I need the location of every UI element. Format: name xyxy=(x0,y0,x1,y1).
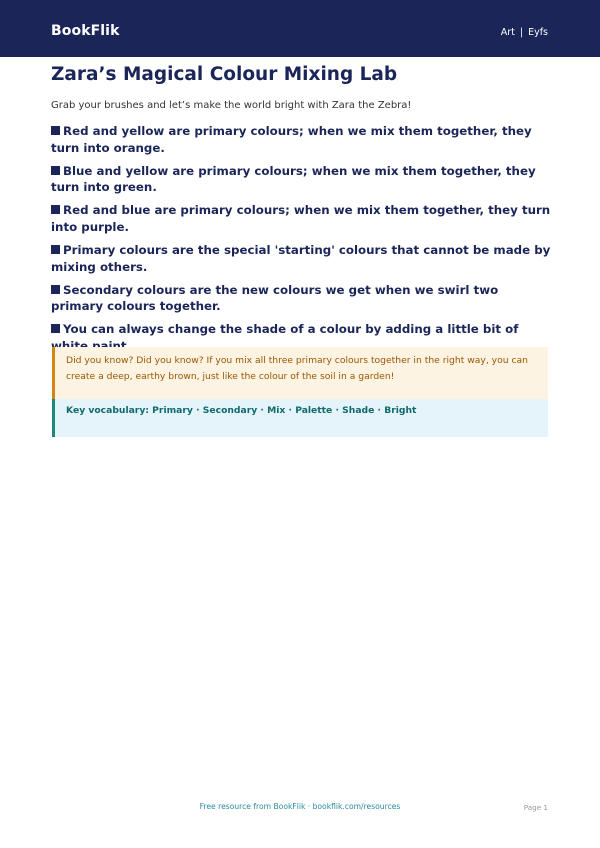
breadcrumb xyxy=(501,27,548,38)
square-bullet-icon xyxy=(51,324,60,333)
square-bullet-icon xyxy=(51,205,60,214)
square-bullet-icon xyxy=(51,126,60,135)
list-item xyxy=(51,242,551,275)
square-bullet-icon xyxy=(51,285,60,294)
key-vocabulary-box xyxy=(52,399,548,437)
point-text: You can always change the shade of a colour by adding a little bit of xyxy=(63,322,519,337)
breadcrumb-subject[interactable]: Art xyxy=(500,27,515,38)
vocabulary-text: Key vocabulary: Primary · Secondary · Mix · Palette · Shade · Bright xyxy=(66,405,417,416)
key-points-list xyxy=(51,123,551,361)
list-item xyxy=(51,163,551,196)
list-item xyxy=(51,123,551,156)
breadcrumb-level[interactable]: Eyfs xyxy=(528,27,548,38)
square-bullet-icon xyxy=(51,166,60,175)
did-you-know-callout xyxy=(52,347,548,399)
list-item xyxy=(51,282,551,315)
page-title: Zara’s Magical Colour Mixing Lab xyxy=(51,64,398,85)
site-header xyxy=(0,0,600,57)
point-text: Blue and yellow are primary colours; when we mix them together, they turn into green. xyxy=(51,163,536,195)
breadcrumb-separator: | xyxy=(519,27,524,38)
point-text: Red and blue are primary colours; when we mix them together, they turn into purple. xyxy=(51,203,551,234)
brand-logo[interactable]: BookFlik xyxy=(51,23,120,39)
page-number: Page 1 xyxy=(523,803,548,812)
footer-resource-link[interactable]: Free resource from BookFlik · bookflik.com/resources xyxy=(199,802,401,811)
list-item xyxy=(51,202,551,235)
callout-text: Did you know? Did you know? If you mix all three primary colours together in the right way, you can create a deep, earthy brown, just like the colour of the soil in a garden! xyxy=(66,355,528,382)
square-bullet-icon xyxy=(51,245,60,254)
page-subtitle: Grab your brushes and let’s make the world bright with Zara the Zebra! xyxy=(51,100,412,111)
point-text: Red and yellow are primary colours; when we mix them together, they turn into orange. xyxy=(51,124,532,155)
point-text: Primary colours are the special 'starting' colours that cannot be made by mixing others. xyxy=(51,243,551,274)
point-text: Secondary colours are the new colours we get when we swirl two primary colours together. xyxy=(51,282,499,314)
